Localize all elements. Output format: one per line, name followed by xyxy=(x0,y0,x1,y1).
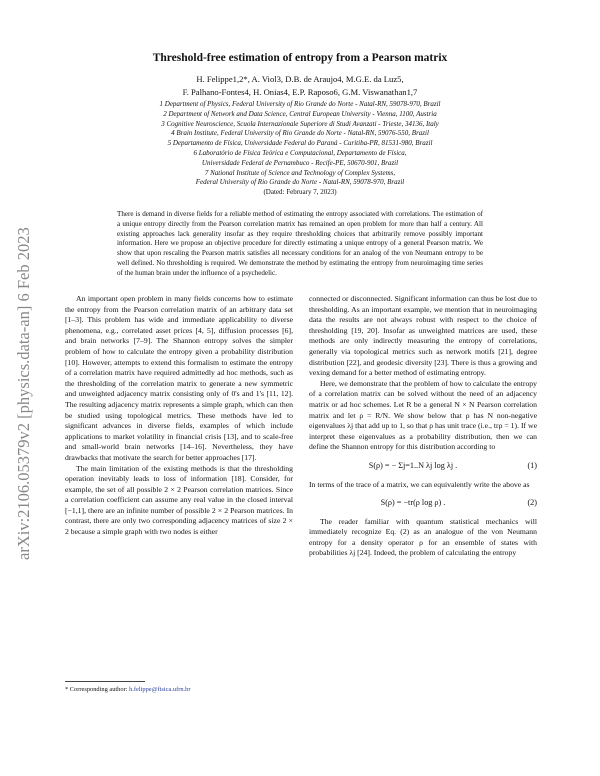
paragraph: Here, we demonstrate that the problem of how to calculate the entropy of a correlation matrix can be solved without the need of an adjacency matrix or ad hoc schemes. Let R be a general N × N Pearson correlation matrix and let ρ = R/N. We show below that ρ has N non-negative eigenvalues λj that add up to 1, so that ρ has unit trace (i.e., trρ = 1). If we interpret these eigenvalues as a probability distribution, then we can define the Shannon entropy for this distribution according to xyxy=(309,378,537,452)
affiliation-5: 5 Departamento de Física, Universidade Federal do Paraná - Curitiba-PR, 81531-980, Brazil xyxy=(167,139,433,148)
equation-1-number: (1) xyxy=(527,460,537,470)
equation-2-number: (2) xyxy=(527,498,537,508)
equation-2 xyxy=(309,498,537,509)
affiliation-3: 3 Cognitive Neuroscience, Scuola Internazionale Superiore di Studi Avanzati - Trieste, 34136, Italy xyxy=(161,119,439,128)
equation-1-body: S(ρ) = − Σj=1..N λj log λj . xyxy=(368,460,458,470)
affiliation-7b: Federal University of Rio Grande do Norte - Natal-RN, 59078-970, Brazil xyxy=(195,178,405,187)
date-line: (Dated: February 7, 2023) xyxy=(263,188,337,197)
affiliation-4: 4 Brain Institute, Federal University of Rio Grande do Norte - Natal-RN, 59076-550, Brazil xyxy=(171,129,429,138)
arxiv-stamp: arXiv:2106.05379v2 [physics.data-an] 6 Feb 2023 xyxy=(14,227,33,560)
affiliation-6b: Universidade Federal de Pernambuco - Recife-PE, 50670-901, Brazil xyxy=(201,158,399,167)
footnote-rule xyxy=(65,681,145,682)
paragraph: The reader familiar with quantum statistical mechanics will immediately recognize Eq. (2) as an analogue of the von Neumann entropy for a density operator ρ for an ensemble of states with probabilities λj [24]. Indeed, the problem of calculating the entropy xyxy=(309,516,537,558)
authors-line-1: H. Felippe1,2*, A. Viol3, D.B. de Araujo4, M.G.E. da Luz5, xyxy=(196,74,404,84)
affiliation-7a: 7 National Institute of Science and Technology of Complex Systems, xyxy=(204,168,396,177)
paragraph: In terms of the trace of a matrix, we can equivalently write the above as xyxy=(309,479,530,489)
equation-2-body: S(ρ) = −tr(ρ log ρ) . xyxy=(380,498,446,508)
email-link[interactable]: h.felippe@fisica.ufrn.br xyxy=(129,686,191,693)
paragraph: connected or disconnected. Significant information can thus be lost due to thresholding. As an important example, we mention that in neuroimaging data the results are not always robust with respect to the choice of thresholding [19, 20]. Insofar as unweighted matrices are used, these methods are only indirectly measuring the entropy of correlations, generally via topological metrics such as network motifs [21], degree distribution [22], and geodesic diversity [23]. There is thus a growing and vexing demand for a better method of estimating entropy. xyxy=(309,294,537,378)
equation-1 xyxy=(309,461,537,472)
authors-line-2: F. Palhano-Fontes4, H. Onias4, E.P. Raposo6, G.M. Viswanathan1,7 xyxy=(182,86,418,97)
affiliation-1: 1 Department of Physics, Federal University of Rio Grande do Norte - Natal-RN, 59078-970, Brazil xyxy=(159,100,441,108)
paper-title: Threshold-free estimation of entropy from a Pearson matrix xyxy=(152,52,448,64)
footnote xyxy=(65,686,191,693)
paragraph: The main limitation of the existing methods is that the thresholding operation inevitably leads to loss of information [18]. Consider, for example, the set of all possible 2 × 2 Pearson correlation matrices. Since a correlation coefficient can assume any real value in the closed interval [−1,1], there are an infinite number of possible 2 × 2 Pearson matrices. In contrast, there are only two corresponding adjacency matrices of size 2 × 2 because a simple graph with two nodes is either xyxy=(65,463,293,537)
paragraph: An important open problem in many fields concerns how to estimate the entropy from the Pearson correlation matrix of an arbitrary data set [1–3]. This problem has wide and immediate applicability to diverse phenomena, e.g., correlated asset prices [4, 5], diffusion processes [6], and brain networks [7–9]. The Shannon entropy solves the simpler problem of how to calculate the entropy given a probability distribution [10]. However, attempts to extend this formalism to estimate the entropy of a correlation matrix have required admittedly ad hoc methods, such as the thresholding of the correlation matrix to generate a new symmetric and unweighted adjacency matrix consisting only of 0's and 1's [11, 12]. The resulting adjacency matrix represents a simple graph, which can then be studied using topological metrics. These methods have led to significant advances in diverse fields, examples of which include applications to market volatility in financial crisis [13], and to scale-free and small-world brain networks [14–16]. Nevertheless, they have drawbacks that motivate the search for better approaches [17]. xyxy=(65,294,293,462)
abstract: There is demand in diverse fields for a reliable method of estimating the entropy associated with correlations. The estimation of a unique entropy directly from the Pearson correlation matrix has remained an open problem for more than half a century. All existing approaches lack generality insofar as they require thresholding choices that arbitrarily remove possibly important information. Here we propose an objective procedure for directly estimating a unique entropy of a general Pearson matrix. We show that upon rescaling the Pearson matrix satisfies all necessary conditions for an analog of the von Neumann entropy to be well defined. No thresholding is required. We demonstrate the method by estimating the entropy from neuroimaging time series of the human brain under the influence of a psychedelic. xyxy=(117,210,483,277)
affiliations xyxy=(70,100,530,198)
left-column xyxy=(65,294,293,538)
affiliation-2: 2 Department of Network and Data Science, Central European University - Vienna, 1100, Austria xyxy=(163,109,437,118)
author-list xyxy=(70,73,530,98)
affiliation-6a: 6 Laboratório de Física Teórica e Computacional, Departamento de Física, xyxy=(193,148,407,157)
footnote-prefix: * Corresponding author: xyxy=(65,686,130,693)
right-column xyxy=(309,294,537,559)
